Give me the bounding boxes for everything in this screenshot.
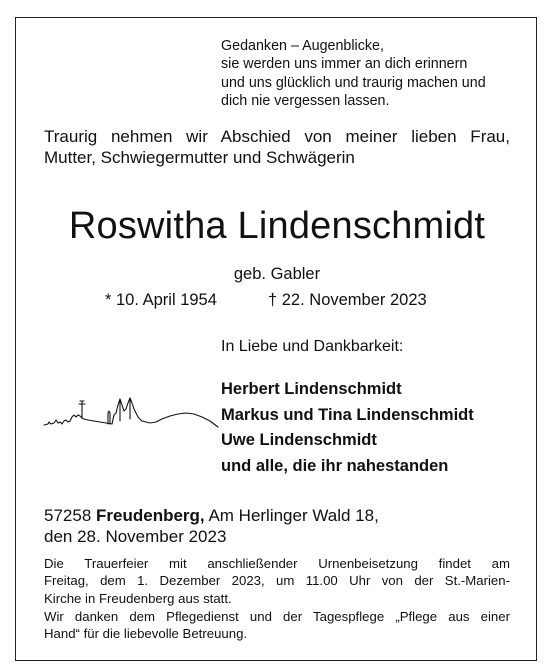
poem-line: sie werden uns immer an dich erinnern xyxy=(221,56,468,73)
maiden-name: geb. Gabler xyxy=(233,265,321,283)
funeral-line: Freitag, dem 1. Dezember 2023, um 11.00 Uhr von der St.-Marien- xyxy=(44,573,510,589)
closing-line: Wir danken dem Pflegedienst und der Tagespflege „Pflege aus einer xyxy=(44,609,510,624)
address-street: Am Herlinger Wald 18, xyxy=(208,506,379,525)
town-skyline-illustration xyxy=(42,391,220,431)
address-block xyxy=(44,505,379,547)
closing-line: Hand“ für die liebevolle Betreuung. xyxy=(44,626,248,642)
intro-line: Mutter, Schwiegermutter und Schwägerin xyxy=(44,147,355,167)
address-city: Freudenberg, xyxy=(96,506,205,525)
poem xyxy=(221,37,486,110)
address-postcode: 57258 xyxy=(44,506,92,525)
mourner-name: Markus und Tina Lindenschmidt xyxy=(221,405,474,424)
mourner-name: und alle, die ihr nahestanden xyxy=(221,456,449,475)
obituary-notice xyxy=(15,17,537,661)
mourners-heading: In Liebe und Dankbarkeit: xyxy=(221,338,404,355)
poem-line: und uns glücklich und traurig machen und xyxy=(221,74,486,91)
funeral-info xyxy=(44,555,510,607)
deceased-name: Roswitha Lindenschmidt xyxy=(68,205,486,247)
closing-thanks xyxy=(44,608,510,643)
funeral-line: Die Trauerfeier mit anschließender Urnenbeisetzung findet am xyxy=(44,556,510,571)
birth-date: * 10. April 1954 xyxy=(105,291,217,309)
address-date: den 28. November 2023 xyxy=(44,527,227,546)
mourner-name: Herbert Lindenschmidt xyxy=(221,380,402,398)
mourner-name: Uwe Lindenschmidt xyxy=(221,431,377,449)
death-date: † 22. November 2023 xyxy=(268,291,427,309)
poem-line: dich nie vergessen lassen. xyxy=(221,92,390,109)
intro-text xyxy=(44,127,510,168)
mourners-list xyxy=(221,377,474,479)
intro-line: Traurig nehmen wir Abschied von meiner lieben Frau, xyxy=(44,127,510,146)
funeral-line: Kirche in Freudenberg aus statt. xyxy=(44,590,232,606)
poem-line: Gedanken – Augenblicke, xyxy=(221,38,384,54)
